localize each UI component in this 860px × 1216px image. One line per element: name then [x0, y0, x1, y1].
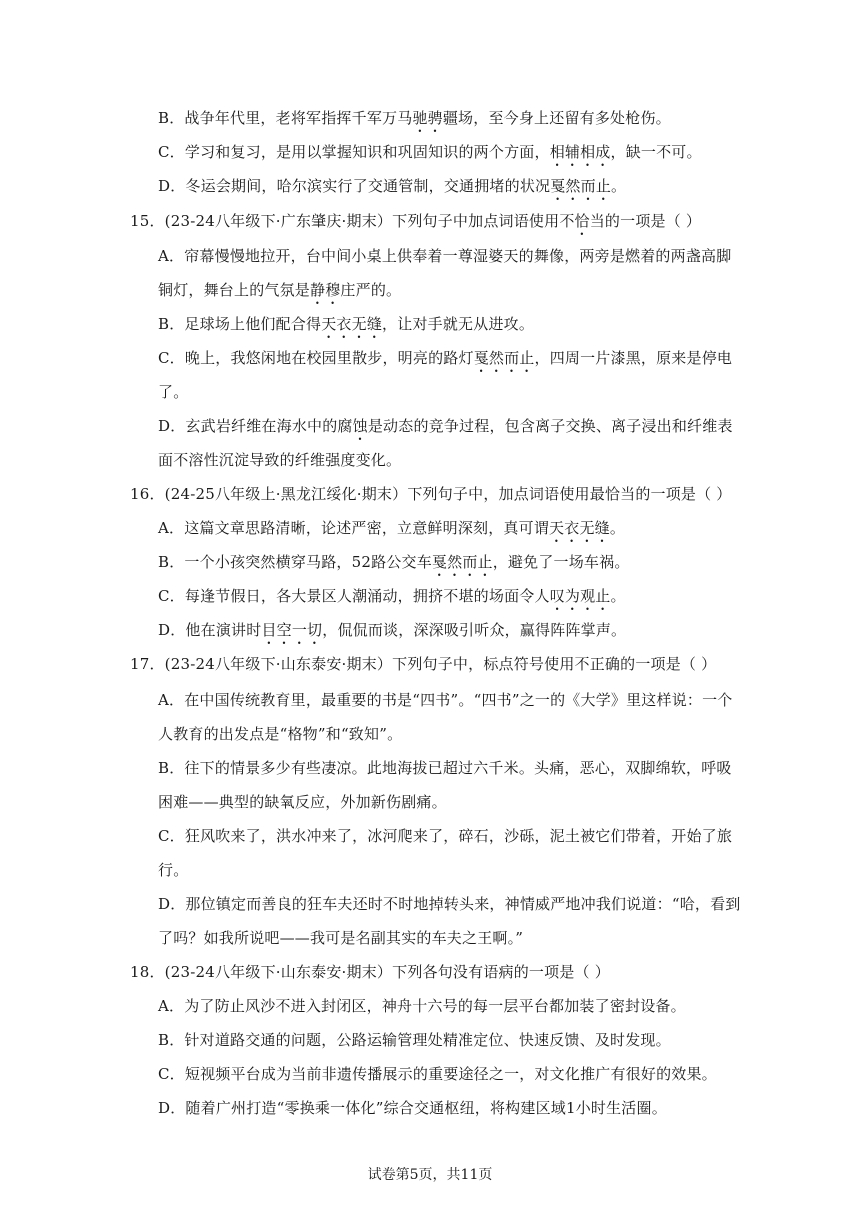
option-line: D．他在演讲时目空一切，侃侃而谈，深深吸引听众，赢得阵阵掌声。	[158, 621, 627, 639]
option-continuation: 人教育的出发点是“格物”和“致知”。	[158, 725, 403, 743]
option-line: D．冬运会期间，哈尔滨实行了交通管制，交通拥堵的状况戛然而止。	[158, 177, 627, 195]
option-continuation: 了。	[158, 383, 189, 401]
option-continuation: 困难——典型的缺氧反应，外加新伤剧痛。	[158, 793, 447, 811]
option-line: C．短视频平台成为当前非遗传播展示的重要途径之一，对文化推广有很好的效果。	[158, 1065, 717, 1083]
option-line: C．狂风吹来了，洪水冲来了，冰河爬来了，碎石，沙砾，泥土被它们带着，开始了旅	[158, 827, 733, 845]
option-continuation: 了吗？如我所说吧——我可是名副其实的车夫之王啊。”	[158, 929, 524, 947]
option-line: D．随着广州打造“零换乘一体化”综合交通枢纽，将构建区域1小时生活圈。	[158, 1099, 667, 1117]
question-15: 15．(23-24八年级下·广东肇庆·期末）下列句子中加点词语使用不恰当的一项是（ ）	[130, 212, 702, 230]
option-line: D．玄武岩纤维在海水中的腐蚀是动态的竞争过程，包含离子交换、离子浸出和纤维表	[158, 417, 733, 435]
option-continuation: 铜灯，舞台上的气氛是静穆庄严的。	[158, 281, 402, 299]
option-line: B．战争年代里，老将军指挥千军万马驰骋疆场，至今身上还留有多处枪伤。	[158, 109, 671, 127]
option-line: C．晚上，我悠闲地在校园里散步，明亮的路灯戛然而止，四周一片漆黑，原来是停电	[158, 349, 733, 367]
option-line: C．每逢节假日，各大景区人潮涌动，拥挤不堪的场面令人叹为观止。	[158, 587, 626, 605]
option-line: A．帘幕慢慢地拉开，台中间小桌上供奉着一尊湿婆天的舞像，两旁是燃着的两盏高脚	[158, 247, 732, 265]
option-line: A．这篇文章思路清晰，论述严密，立意鲜明深刻，真可谓天衣无缝。	[158, 519, 626, 537]
question-18: 18．(23-24八年级下·山东泰安·期末）下列各句没有语病的一项是（ ）	[130, 963, 610, 981]
question-16: 16．(24-25八年级上·黑龙江绥化·期末）下列句子中，加点词语使用最恰当的一项是（ ）	[130, 485, 732, 503]
page-footer: 试卷第5页，共11页	[367, 1167, 493, 1183]
option-line: B．足球场上他们配合得天衣无缝，让对手就无从进攻。	[158, 315, 535, 333]
option-line: B．针对道路交通的问题，公路运输管理处精准定位、快速反馈、及时发现。	[158, 1031, 671, 1049]
option-continuation: 行。	[158, 861, 189, 879]
option-line: B．一个小孩突然横穿马路，52路公交车戛然而止，避免了一场车祸。	[158, 553, 630, 571]
option-line: C．学习和复习，是用以掌握知识和巩固知识的两个方面，相辅相成，缺一不可。	[158, 143, 702, 161]
question-17: 17．(23-24八年级下·山东泰安·期末）下列句子中，标点符号使用不正确的一项是（ ）	[130, 655, 717, 673]
option-line: B．往下的情景多少有些凄凉。此地海拔已超过六千米。头痛，恶心，双脚绵软，呼吸	[158, 759, 732, 777]
option-continuation: 面不溶性沉淀导致的纤维强度变化。	[158, 451, 402, 469]
option-line: A．在中国传统教育里，最重要的书是“四书”。“四书”之一的《大学》里这样说：一个	[158, 691, 733, 709]
option-line: D．那位镇定而善良的狂车夫还时不时地掉转头来，神情威严地冲我们说道：“哈，看到	[158, 895, 741, 913]
option-line: A．为了防止风沙不进入封闭区，神舟十六号的每一层平台都加装了密封设备。	[158, 997, 686, 1015]
